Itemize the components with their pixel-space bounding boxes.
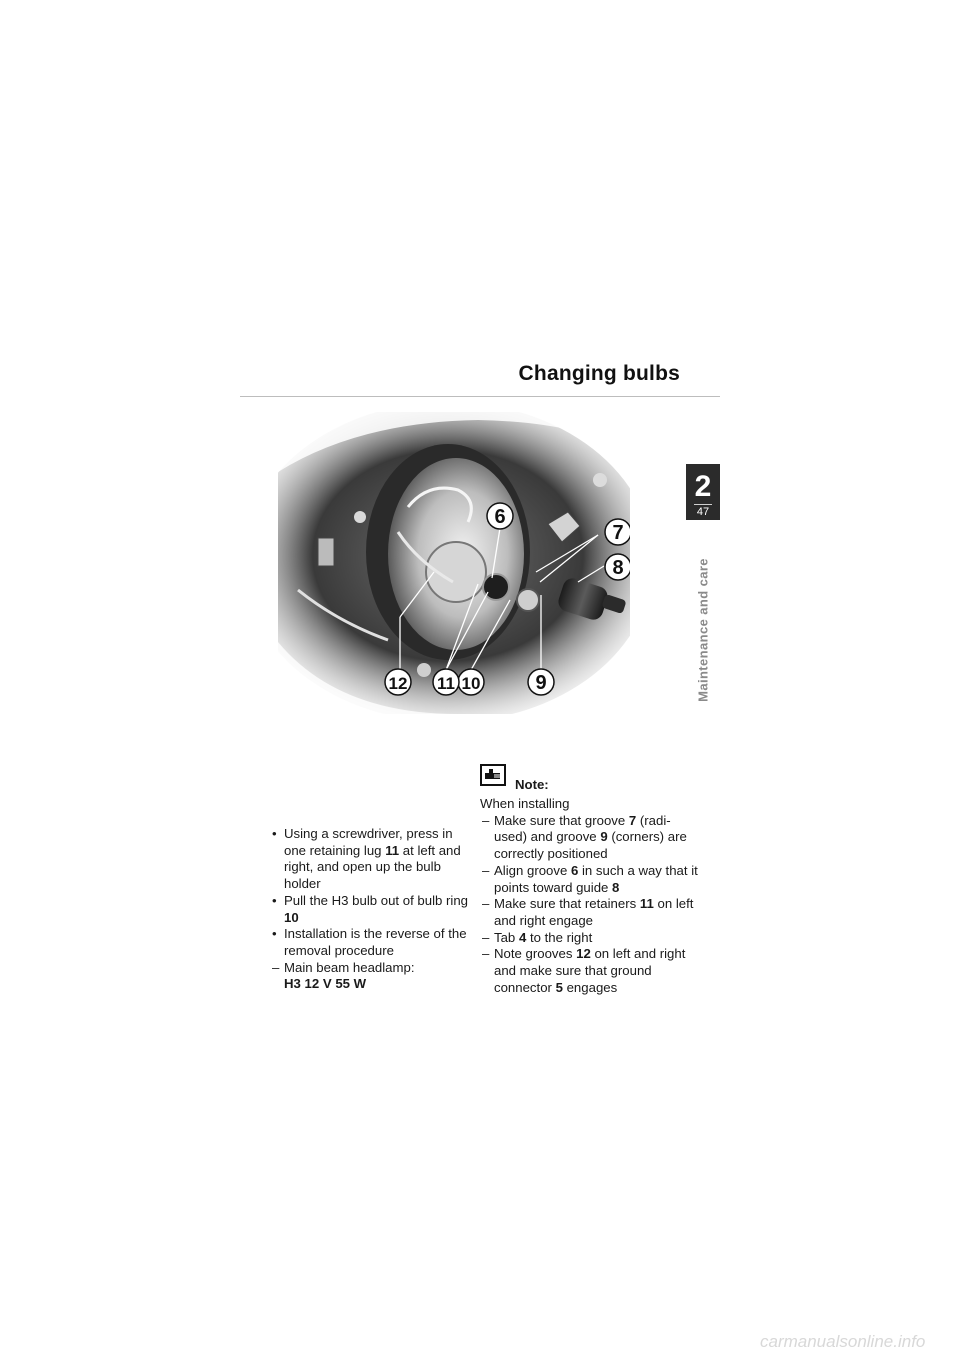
callout-12: 12 — [388, 674, 408, 693]
note-header — [480, 760, 700, 792]
instructions-column — [270, 826, 475, 993]
note-item: – Note grooves 12 on left and right and make sure that ground connector 5 engages — [482, 946, 686, 995]
dash-marker: – — [482, 812, 490, 828]
headlamp-photo — [278, 412, 630, 714]
note-item: – Make sure that groove 7 (radi-used) and groove 9 (corners) are correctly positioned — [482, 812, 687, 862]
note-hand-icon — [480, 764, 506, 786]
instruction-item: • Using a screwdriver, press in one retaining lug 11 at left and right, and open up the bulb holder — [272, 826, 461, 892]
dash-marker: – — [272, 959, 280, 975]
instruction-item: • Pull the H3 bulb out of bulb ring 10 — [272, 892, 469, 925]
instruction-item: • Installation is the reverse of the removal procedure — [272, 926, 467, 958]
dash-marker: – — [482, 946, 490, 962]
bullet-marker: • — [272, 826, 277, 841]
callout-9: 9 — [535, 672, 547, 694]
note-intro: When installing — [480, 796, 570, 811]
bullet-marker: • — [272, 892, 277, 908]
callout-7: 7 — [612, 522, 624, 544]
callout-10: 10 — [461, 674, 481, 693]
note-item: – Align groove 6 in such a way that it points toward guide 8 — [482, 862, 698, 895]
chapter-side-label: Maintenance and care — [695, 558, 711, 702]
callout-8: 8 — [612, 557, 624, 579]
page-title: Changing bulbs — [518, 362, 680, 385]
dash-marker: – — [482, 896, 490, 912]
header-rule — [240, 396, 720, 397]
chapter-tab — [686, 464, 720, 520]
bullet-marker: • — [272, 926, 277, 942]
callout-11: 11 — [437, 674, 455, 693]
note-item: – Make sure that retainers 11 on left and right engage — [482, 896, 694, 928]
bulb-spec: H3 12 V 55 W — [284, 976, 367, 992]
dash-marker: – — [482, 929, 490, 945]
note-column — [480, 760, 700, 996]
callout-6: 6 — [494, 506, 506, 528]
page-number: 47 — [696, 506, 710, 518]
dash-marker: – — [482, 862, 490, 878]
note-item: – Tab 4 to the right — [482, 929, 593, 945]
chapter-number: 2 — [694, 470, 712, 503]
watermark-text: carmanualsonline.info — [760, 1332, 926, 1351]
bulb-spec-item: – Main beam headlamp: H3 12 V 55 W — [272, 959, 415, 992]
note-title: Note: — [515, 777, 549, 792]
